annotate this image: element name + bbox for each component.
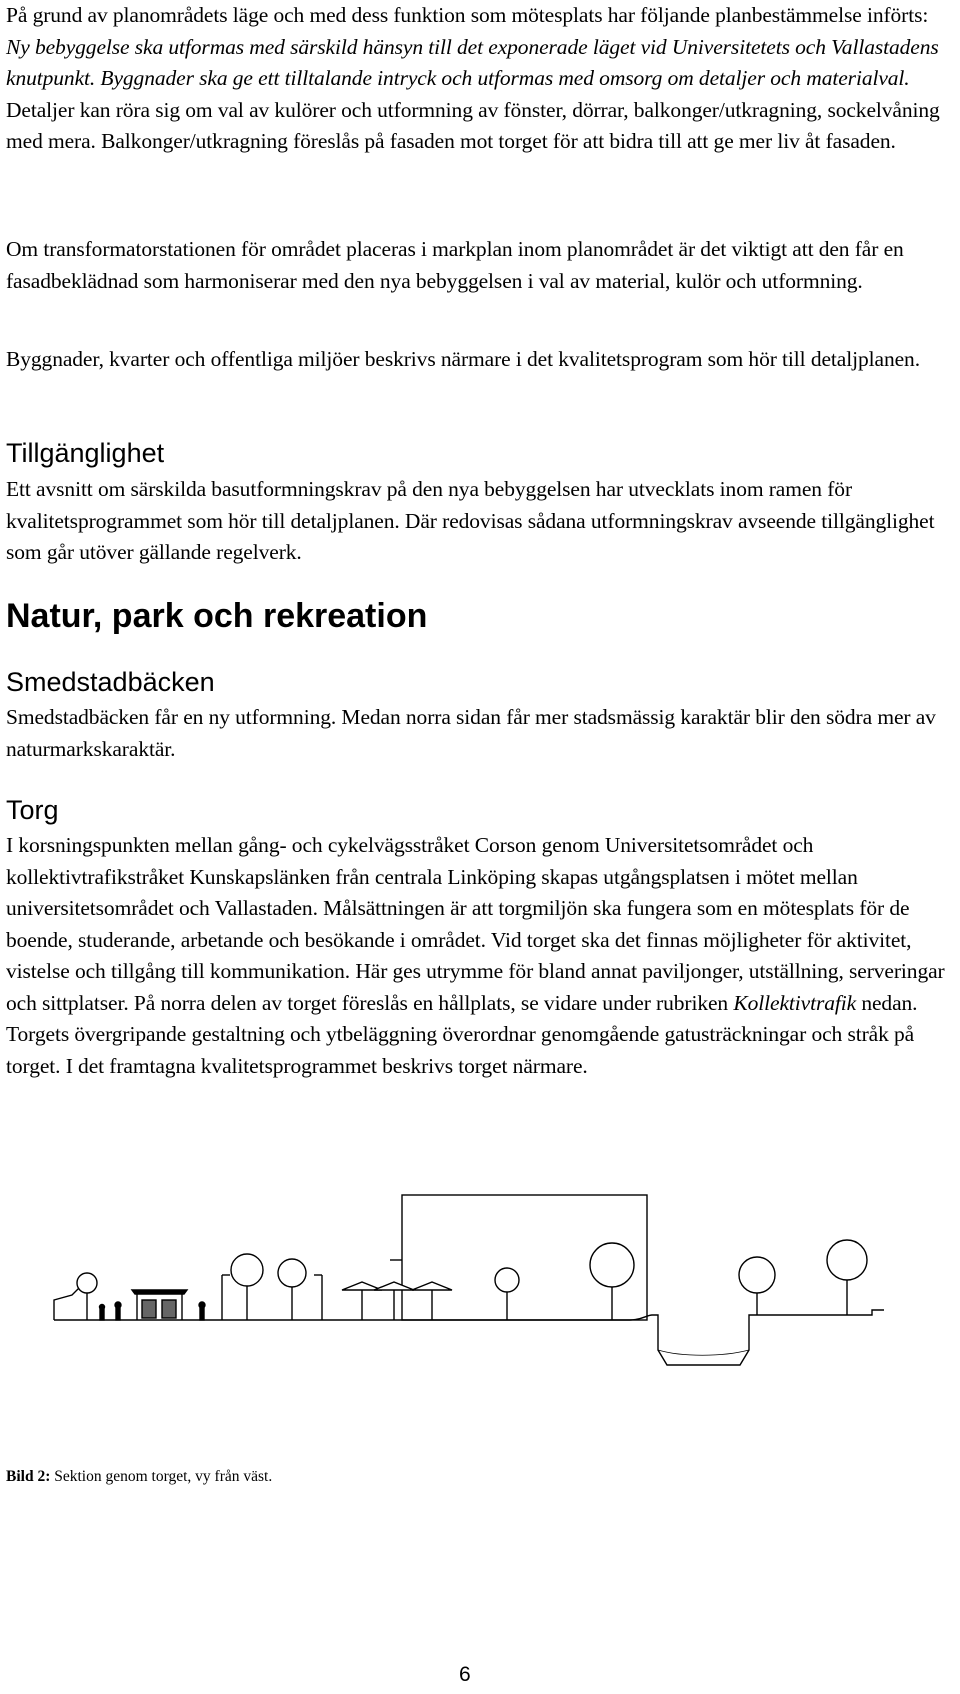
ground-line xyxy=(54,1310,884,1365)
paragraph-planbestammelse xyxy=(6,0,956,158)
paragraph-text: I korsningspunkten mellan gång- och cykelvägsstråket Corson genom Universitetsområdet och kollektivtrafikstråket Kunskapslänken från centrala Linköping skapas utgångsplatsen i mötet mellan universitetsområdet och Vallastaden. Målsättningen är att torgmiljön ska fungera som en mötesplats för de boende, studerande, arbetande och besökande i området. Vid torget ska det finnas möjligheter för aktivitet, vistelse och tillgång till kommunikation. Här ges utrymme för bland annat paviljonger, utställning, serveringar och sittplatser. På norra delen av torget föreslås en hållplats, se vidare under rubriken xyxy=(6,833,945,1015)
heading-natur-park-rekreation: Natur, park och rekreation xyxy=(6,597,428,635)
paragraph-transformatorstation: Om transformatorstationen för området placeras i markplan inom planområdet är det viktigt att den får en fasadbeklädnad som harmoniserar med den nya bebyggelsen i val av material, kulör och utformning. xyxy=(6,237,904,293)
figure-caption xyxy=(6,1467,272,1487)
paragraph-smedstadbacken: Smedstadbäcken får en ny utformning. Medan norra sidan får mer stadsmässig karaktär blir den södra mer av naturmarkskaraktär. xyxy=(6,705,936,761)
paragraph-kvalitetsprogram: Byggnader, kvarter och offentliga miljöer beskrivs närmare i det kvalitetsprogram som hör till detaljplanen. xyxy=(6,347,920,371)
paragraph-italic-text: Ny bebyggelse ska utformas med särskild hänsyn till det exponerade läget vid Universitetets och Vallastadens knutpunkt. Byggnader ska ge ett tilltalande intryck och utformas med omsorg om detaljer och materialval. xyxy=(6,34,939,90)
paragraph-text: På grund av planområdets läge och med dess funktion som mötesplats har följande planbestämmelse införts: xyxy=(6,3,929,27)
paragraph-text: nedan. Torgets övergripande gestaltning och ytbeläggning överordnar genomgående gatusträckningar och stråk på torget. I det framtagna kvalitetsprogrammet beskrivs torget närmare. xyxy=(6,990,918,1078)
section-drawing xyxy=(52,1165,952,1440)
paragraph-torg xyxy=(6,830,956,1082)
caption-label: Bild 2: xyxy=(6,1468,51,1485)
caption-text: Sektion genom torget, vy från väst. xyxy=(50,1468,273,1485)
paragraph-italic-text: Kollektivtrafik xyxy=(733,990,857,1015)
heading-smedstadbacken: Smedstadbäcken xyxy=(6,667,215,697)
heading-tillganglighet: Tillgänglighet xyxy=(6,438,165,468)
trees xyxy=(77,1240,867,1320)
paragraph-tillganglighet: Ett avsnitt om särskilda basutformningskrav på den nya bebyggelsen har utvecklats inom ramen för kvalitetsprogrammet som hör till detaljplanen. Där redovisas sådana utformningskrav avseende tillgänglighet som går utöver gällande regelverk. xyxy=(6,477,935,564)
page-number: 6 xyxy=(459,1663,471,1686)
heading-torg: Torg xyxy=(6,795,59,825)
bus-shelter xyxy=(132,1290,187,1320)
umbrellas xyxy=(342,1282,452,1320)
paragraph-text: Detaljer kan röra sig om val av kulörer och utformning av fönster, dörrar, balkonger/utkragning, sockelvåning med mera. Balkonger/utkragning föreslås på fasaden mot torget för att bidra till att ge mer liv åt fasaden. xyxy=(6,97,940,153)
